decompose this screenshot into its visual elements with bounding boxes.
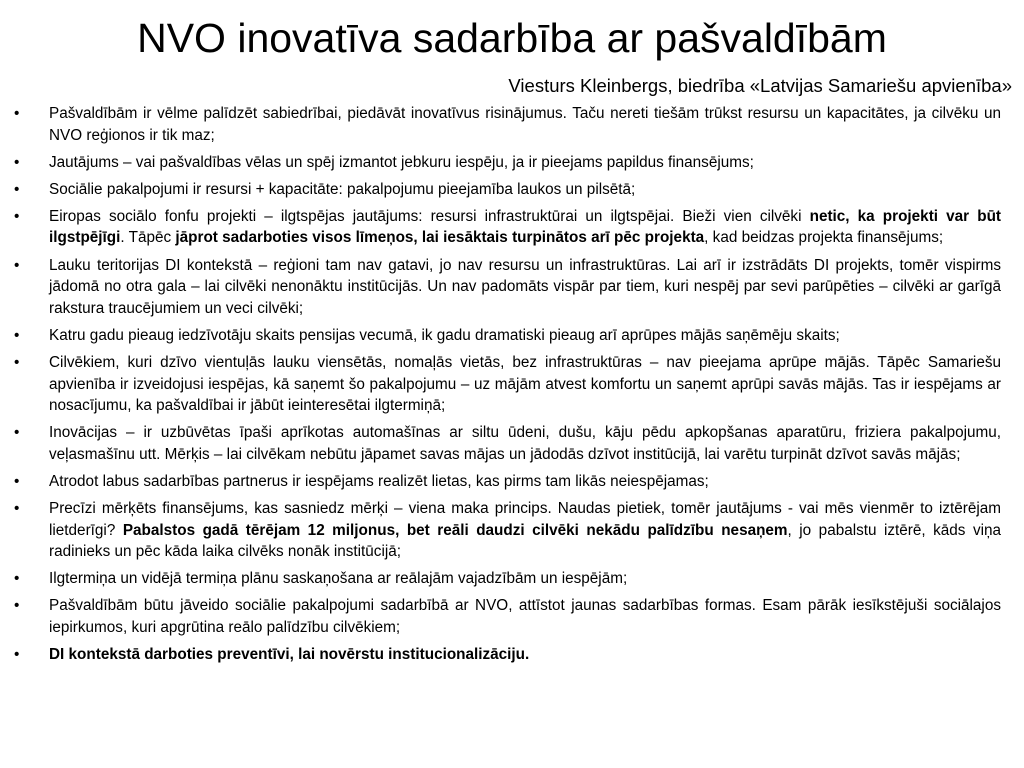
bullet-segment: Cilvēkiem, kuri dzīvo vientuļās lauku viensētās, nomaļās vietās, bez infrastruktūras – nav pieejama aprūpe mājās. Tāpēc Samariešu apvienība ir izveidojusi iespējas, kā saņemt šo pakalpojumu – uz mājām atvest komfortu un saņemt aprūpi savās mājās. Tas ir iespējams ar nosacījumu, ka pašvaldībai ir jābūt ieinteresētai ilgtermiņā;	[49, 353, 1001, 415]
bullet-marker: •	[14, 472, 20, 490]
bullet-text	[49, 597, 1001, 636]
bullet-segment: Pašvaldībām būtu jāveido sociālie pakalpojumi sadarbībā ar NVO, attīstot jaunas sadarbības formas. Esam pārāk iesīkstējuši sociālajos iepirkumos, kuri apgrūtina reālo palīdzību cilvēkiem;	[49, 597, 1001, 636]
bullet-item	[14, 325, 1001, 347]
bullet-item	[14, 179, 1001, 201]
bullet-text	[49, 208, 1001, 247]
bullet-segment: Lauku teritorijas DI kontekstā – reģioni tam nav gatavi, jo nav resursu un infrastruktūras. Lai arī ir izstrādāts DI projekts, tomēr vispirms jādomā no otra gala – lai cilvēki nenonāktu institūcijās. Un nav padomāts vispār par tiem, kuri nespēj par sevi parūpēties – cilvēki ar garīgā rakstura traucējumiem un veci cilvēki;	[49, 256, 1001, 317]
bullet-marker: •	[14, 646, 20, 664]
bullet-item	[14, 206, 1001, 249]
bullet-marker: •	[14, 326, 20, 344]
bullet-marker: •	[14, 597, 20, 615]
bullet-segment: Eiropas sociālo fonfu projekti – ilgtspējas jautājums: resursi infrastruktūrai un ilgtspējai. Bieži vien cilvēki	[49, 207, 810, 225]
bullet-bold-segment: jāprot sadarboties visos līmeņos, lai iesāktais turpinātos arī pēc projekta	[175, 229, 705, 247]
bullet-segment: Atrodot labus sadarbības partnerus ir iespējams realizēt lietas, kas pirms tam likās neiespējamas;	[49, 472, 709, 490]
bullet-marker: •	[14, 424, 20, 442]
bullet-item	[14, 644, 1001, 666]
bullet-item	[14, 568, 1001, 590]
bullet-segment: Pašvaldībām ir vēlme palīdzēt sabiedrībai, piedāvāt inovatīvus risinājumus. Taču nereti tiešām trūkst resursu un kapacitātes, ja cilvēku un NVO reģionos ir tik maz;	[49, 105, 1001, 144]
bullet-segment: Precīzi mērķēts finansējums, kas sasniedz mērķi – viena maka princips. Naudas pietiek, tomēr jautājums - vai mēs vienmēr to iztērējam lietderīgi?	[49, 500, 1001, 539]
bullet-bold-segment: DI kontekstā darboties preventīvi, lai novērstu institucionalizāciju.	[49, 646, 530, 664]
bullet-segment: Sociālie pakalpojumi ir resursi + kapacitāte: pakalpojumu pieejamība laukos un pilsētā;	[49, 180, 636, 198]
bullet-text	[49, 154, 754, 171]
bullet-item	[14, 152, 1001, 174]
bullet-segment: Inovācijas – ir uzbūvētas īpaši aprīkotas automašīnas ar siltu ūdeni, dušu, kāju pēdu apkopšanas aparatūru, friziera pakalpojumu, veļasmašīnu utt. Mērķis – lai cilvēkam nebūtu jāpamet savas mājas un jādodās dzīvot institūcijā, lai varētu turpināt dzīvot savās mājās;	[49, 424, 1001, 463]
bullet-list	[14, 103, 1001, 671]
slide-subtitle: Viesturs Kleinbergs, biedrība «Latvijas Samariešu apvienība»	[508, 75, 1012, 96]
bullet-marker: •	[14, 207, 20, 225]
bullet-item	[14, 471, 1001, 493]
bullet-item	[14, 255, 1001, 320]
bullet-text	[49, 257, 1001, 317]
bullet-item	[14, 103, 1001, 146]
bullet-segment: Ilgtermiņa un vidējā termiņa plānu saskaņošana ar reālajām vajadzībām un iespējām;	[49, 570, 628, 588]
bullet-text	[49, 105, 1001, 144]
bullet-text	[49, 327, 840, 344]
bullet-bold-segment: netic, ka projekti var būt ilgstpējīgi	[49, 207, 1002, 247]
bullet-item	[14, 498, 1001, 563]
bullet-segment: , jo pabalstu iztērē, kāds viņa radinieks un pēc kāda laika cilvēks nonāk institūcijā;	[49, 521, 1002, 561]
bullet-segment: Jautājums – vai pašvaldības vēlas un spēj izmantot jebkuru iespēju, ja ir pieejams papildus finansējums;	[49, 153, 754, 171]
bullet-marker: •	[14, 105, 20, 122]
bullet-item	[14, 352, 1001, 417]
bullet-text	[49, 424, 1001, 463]
bullet-marker: •	[14, 180, 20, 198]
bullet-text	[49, 646, 529, 663]
slide-title: NVO inovatīva sadarbība ar pašvaldībām	[137, 15, 887, 61]
bullet-marker: •	[14, 256, 20, 274]
bullet-segment: , kad beidzas projekta finansējums;	[704, 229, 944, 247]
bullet-text	[49, 354, 1001, 414]
bullet-bold-segment: Pabalstos gadā tērējam 12 miljonus, bet reāli daudzi cilvēki nekādu palīdzību nesaņem	[122, 521, 788, 539]
bullet-marker: •	[14, 353, 20, 371]
bullet-text	[49, 500, 1001, 560]
bullet-text	[49, 181, 635, 198]
bullet-segment: . Tāpēc	[120, 229, 176, 247]
bullet-marker: •	[14, 500, 20, 517]
bullet-marker: •	[14, 153, 20, 171]
bullet-item	[14, 422, 1001, 465]
bullet-text	[49, 570, 627, 587]
bullet-marker: •	[14, 570, 20, 588]
bullet-text	[49, 473, 709, 490]
bullet-segment: Katru gadu pieaug iedzīvotāju skaits pensijas vecumā, ik gadu dramatiski pieaug arī aprūpes mājās saņēmēju skaits;	[49, 326, 840, 344]
bullet-item	[14, 595, 1001, 638]
